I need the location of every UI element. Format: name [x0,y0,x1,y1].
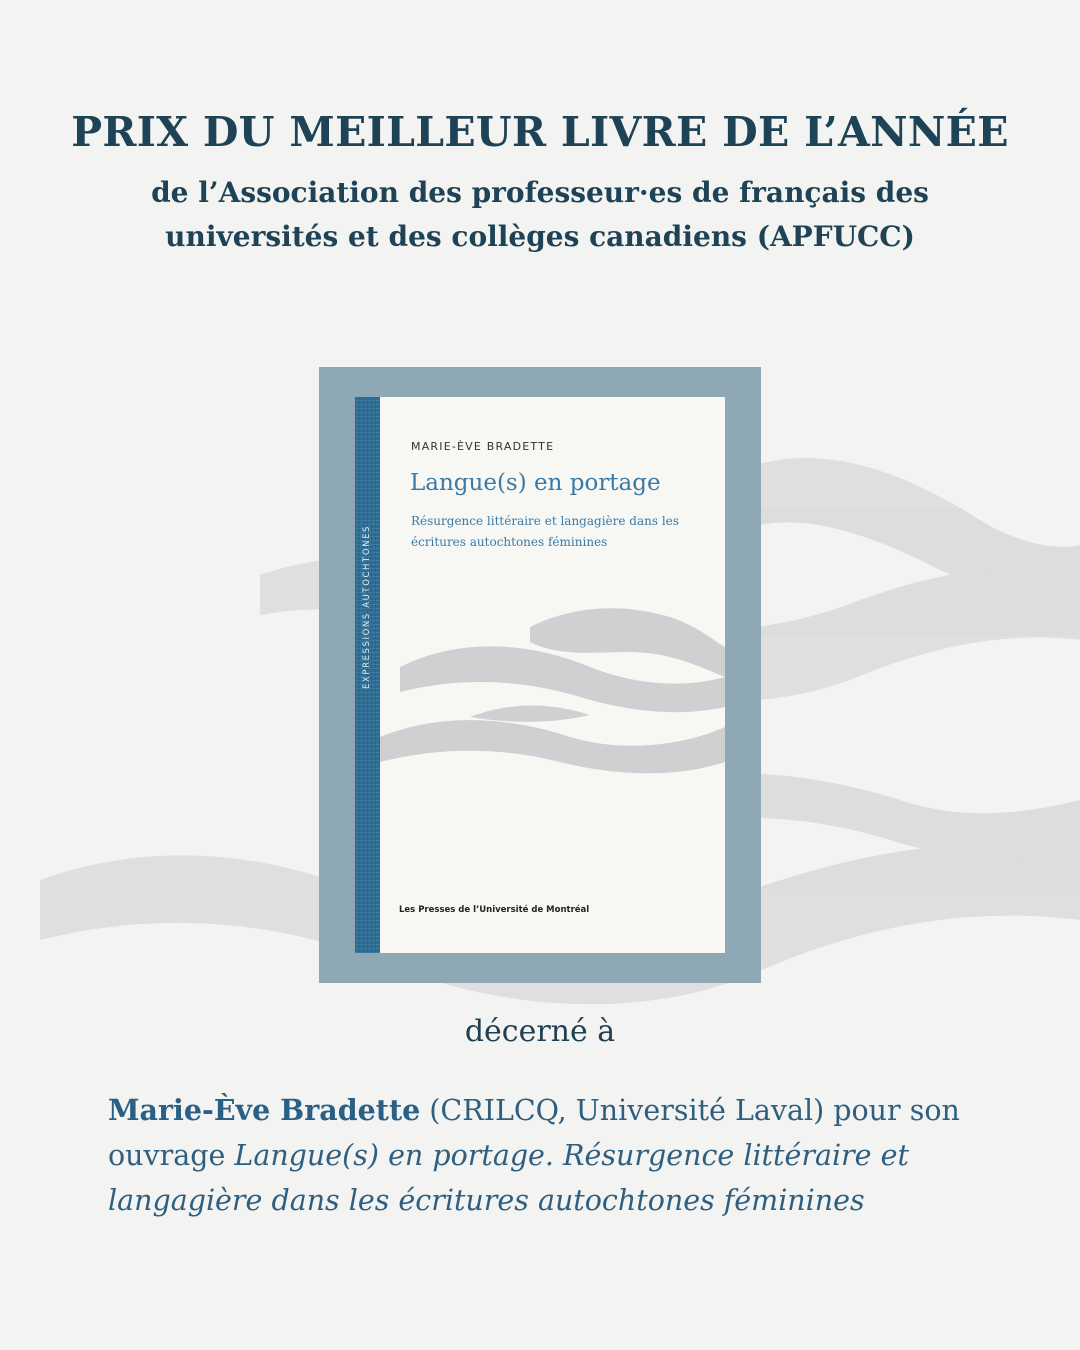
award-citation [108,1088,988,1223]
cover-wave-illustration [380,597,725,797]
series-label: EXPRESSIONS AUTOCHTONES [362,524,372,690]
citation-work-title: Langue(s) en portage. Résurgence littéraire et langagière dans les écritures autochtones féminines [108,1139,909,1217]
cover-title: Langue(s) en portage [410,470,661,496]
awarded-to-label: décerné à [464,1014,616,1049]
citation-affiliation: (CRILCQ, Université Laval) pour son ouvrage [108,1094,960,1172]
citation-author: Marie-Ève Bradette [108,1093,421,1127]
cover-author: MARIE-ÈVE BRADETTE [411,440,555,453]
award-title: PRIX DU MEILLEUR LIVRE DE L’ANNÉE [71,108,1009,156]
cover-publisher: Les Presses de l’Université de Montréal [399,905,590,915]
cover-spine-band [355,397,380,953]
association-subtitle: de l’Association des professeur·es de français des universités et des collèges canadiens (APFUCC) [151,176,929,253]
cover-subtitle: Résurgence littéraire et langagière dans les écritures autochtones féminines [411,514,679,549]
book-cover-frame [319,367,761,983]
book-cover [355,397,725,953]
